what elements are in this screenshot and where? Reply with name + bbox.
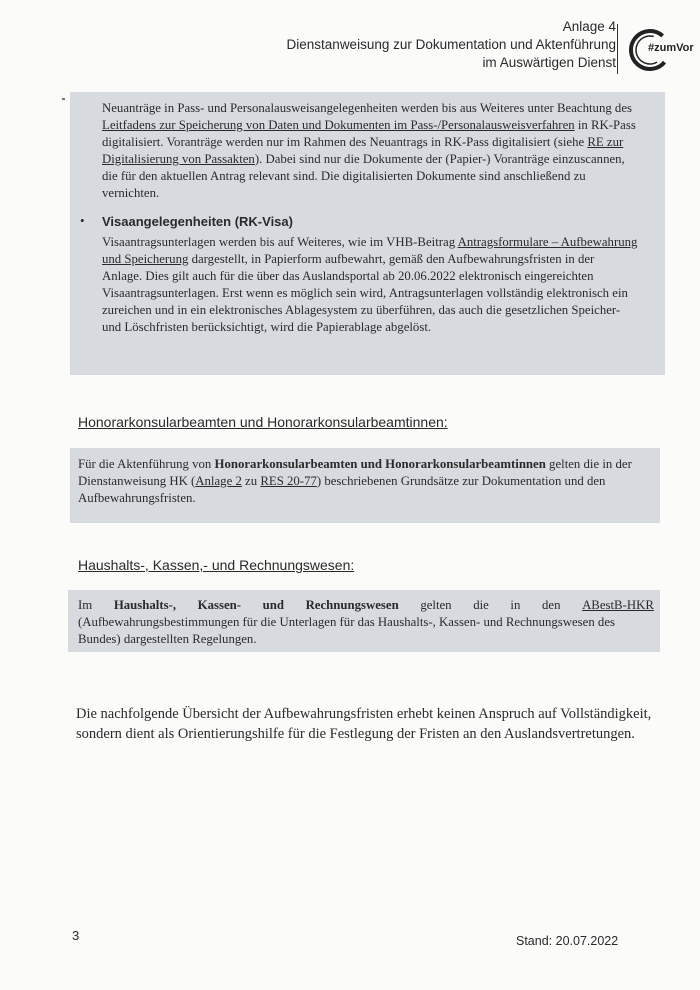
text-line: sondern dient als Orientierungshilfe für die Festlegung der Fristen an den Auslandsvertretungen. (76, 726, 635, 742)
page-number: 3 (72, 928, 80, 943)
text-line: die für den aktuellen Antrag relevant sind. Die digitalisierten Dokumente sind anschließend zu (102, 169, 586, 183)
text-line: Anlage. Dies gilt auch für die über das Auslandsportal ab 20.06.2022 elektronisch eingereichten (102, 269, 594, 283)
text-line: Neuanträge in Pass- und Personalausweisangelegenheiten werden bis aus Weiteres unter Beachtung des (102, 101, 632, 115)
zumvor-logo (628, 24, 700, 76)
text-line: digitalisiert. Voranträge werden nur im Rahmen des Neuantrags in RK-Pass digitalisiert (siehe RE zur (102, 135, 624, 149)
text-line: Bundes) dargestellten Regelungen. (78, 632, 257, 646)
logo-hashtag: #zumVor (648, 42, 694, 54)
document-header (176, 18, 616, 72)
text-line: und Speicherung dargestellt, in Papierform aufbewahrt, gemäß den Aufbewahrungsfristen in der (102, 252, 595, 266)
revision-date: Stand: 20.07.2022 (516, 934, 619, 948)
text-line: Visaantragsunterlagen werden bis auf Weiteres, wie im VHB-Beitrag Antragsformulare – Aufbewahrung (102, 235, 638, 249)
leitfaden-link[interactable]: Leitfadens zur Speicherung von Daten und Dokumenten im Pass-/Personalausweisverfahren (102, 118, 575, 132)
text-line: Leitfadens zur Speicherung von Daten und Dokumenten im Pass-/Personalausweisverfahren in RK-Pass (102, 118, 636, 132)
haushalt-heading: Haushalts-, Kassen,- und Rechnungswesen: (78, 557, 355, 573)
anlage-2-link[interactable]: Anlage 2 (195, 474, 242, 488)
visa-paragraph (102, 234, 657, 336)
abestb-hkr-link[interactable]: ABestB-HKR (582, 598, 654, 612)
text-line: (Aufbewahrungsbestimmungen für die Unterlagen für das Haushalts-, Kassen- und Rechnungswesen des (78, 615, 615, 629)
speicherung-link[interactable]: und Speicherung (102, 252, 189, 266)
text-line: Für die Aktenführung von Honorarkonsularbeamten und Honorarkonsularbeamtinnen gelten die in der (78, 457, 632, 471)
honorarkonsul-paragraph (78, 456, 648, 507)
text-line: Digitalisierung von Passakten). Dabei sind nur die Dokumente der (Papier-) Voranträge einzuscannen, (102, 152, 625, 166)
annex-label: Anlage 4 (562, 19, 616, 34)
text-line: Im Haushalts-, Kassen- und Rechnungswesen gelten die in den ABestB-HKR (78, 598, 654, 612)
text-line: zureichen und in ein elektronisches Ablagesystem zu überführen, das auch die gesetzlichen Speicher- (102, 303, 621, 317)
re-digitalisierung-link-part1[interactable]: RE zur (587, 135, 624, 149)
text-line: Die nachfolgende Übersicht der Aufbewahrungsfristen erhebt keinen Anspruch auf Vollständigkeit, (76, 706, 652, 722)
header-title-line-2: im Auswärtigen Dienst (482, 55, 616, 70)
text-line: Aufbewahrungsfristen. (78, 491, 196, 505)
bullet-icon: • (80, 213, 85, 228)
visa-heading: Visaangelegenheiten (RK-Visa) (102, 214, 293, 229)
margin-mark (62, 98, 65, 100)
honorarkonsul-heading: Honorarkonsularbeamten und Honorarkonsularbeamtinnen: (78, 414, 448, 430)
text-line: Dienstanweisung HK (Anlage 2 zu RES 20-77) beschriebenen Grundsätze zur Dokumentation und den (78, 474, 606, 488)
text-line: Visaantragsunterlagen. Erst wenn es möglich sein wird, Antragsunterlagen vollständig elektronisch ein (102, 286, 628, 300)
antragsformulare-link[interactable]: Antragsformulare – Aufbewahrung (457, 235, 638, 249)
re-digitalisierung-link-part2[interactable]: Digitalisierung von Passakten (102, 152, 255, 166)
res-20-77-link[interactable]: RES 20-77 (260, 474, 317, 488)
passport-paragraph (102, 100, 657, 202)
header-title-line-1: Dienstanweisung zur Dokumentation und Aktenführung (286, 37, 616, 52)
header-divider (617, 24, 618, 74)
haushalt-paragraph (78, 597, 654, 648)
text-line: und Löschfristen berücksichtigt, wird die Papierablage abgelöst. (102, 320, 432, 334)
closing-paragraph (76, 704, 661, 744)
text-line: vernichten. (102, 186, 160, 200)
